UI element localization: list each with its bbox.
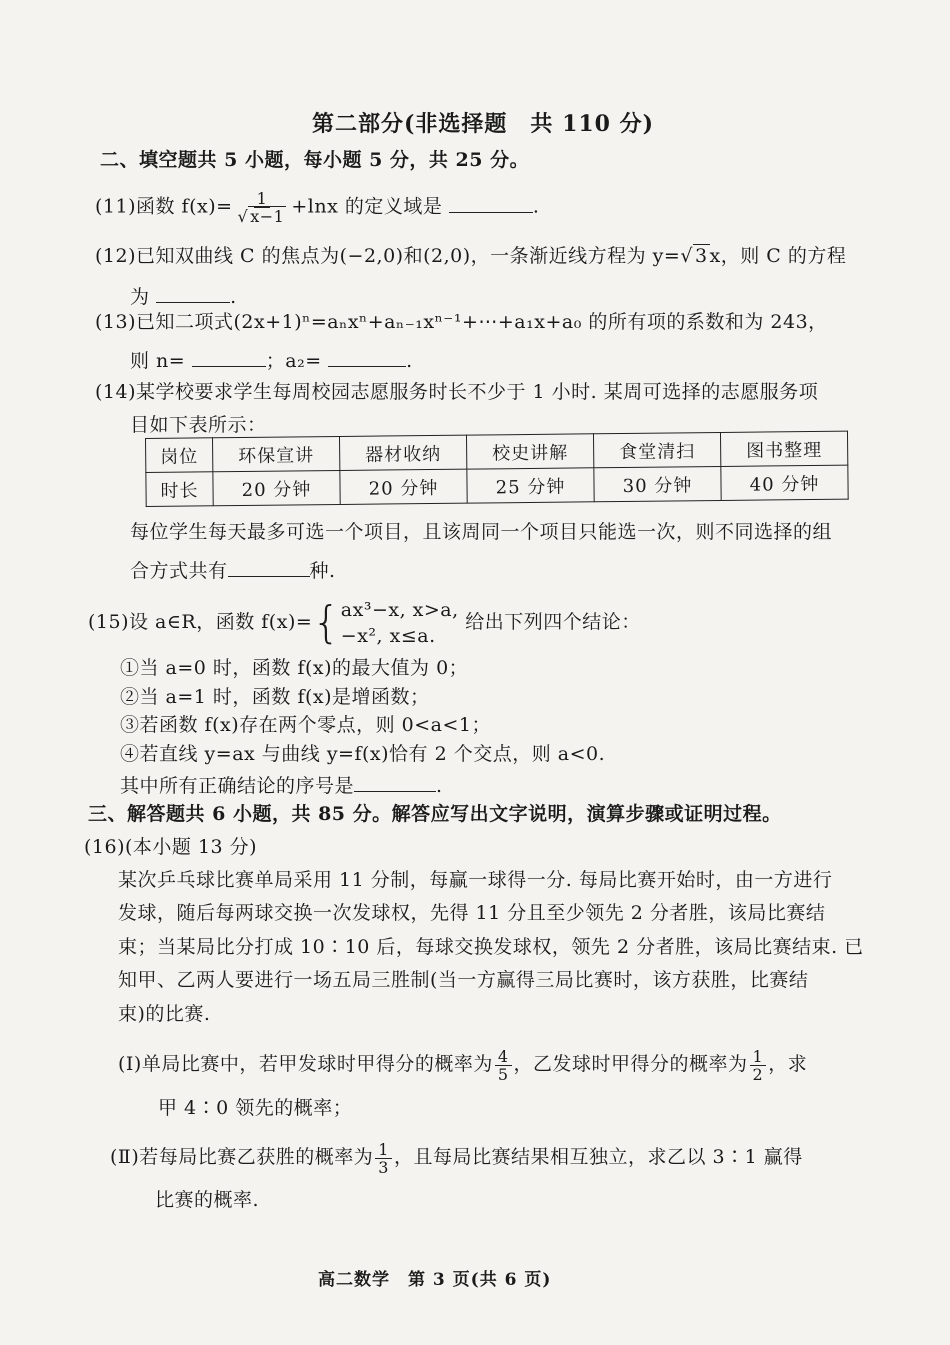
table-row-header: 岗位: [146, 438, 213, 473]
table-cell: 校史讲解: [466, 434, 593, 469]
table-cell: 器材收纳: [339, 435, 466, 470]
piecewise-case-2: −x², x≤a.: [340, 625, 436, 647]
table-cell: 食堂清扫: [593, 432, 720, 467]
part-title: 第二部分(非选择题 共 110 分): [312, 111, 655, 137]
question-14-line3: 每位学生每天最多可选一个项目，且该周同一个项目只能选一次，则不同选择的组: [130, 521, 833, 543]
q16-para-line: 某次乒乓球比赛单局采用 11 分制，每赢一球得一分. 每局比赛开始时，由一方进行: [118, 869, 833, 891]
q15-answer-blank[interactable]: [354, 773, 436, 792]
q14-answer-blank[interactable]: [228, 558, 310, 577]
q11-fraction: $\frac{1}{√ x-1}$: [237, 189, 285, 226]
q16-part-1-line2: 甲 4∶0 领先的概率；: [158, 1097, 353, 1119]
q16-para-line: 束)的比赛.: [118, 1003, 211, 1025]
q16-part-2-line2: 比赛的概率.: [155, 1189, 260, 1211]
piecewise-brace: {: [312, 597, 341, 648]
q16-part-2: (Ⅱ)若每局比赛乙获胜的概率为 $\frac{1}{3}$ ，且每局比赛结果相互独立，求乙以 3∶1 赢得: [110, 1139, 803, 1177]
q15-statement-2: ②当 a=1 时，函数 f(x)是增函数；: [120, 686, 430, 708]
table-cell: 环保宣讲: [213, 436, 340, 471]
question-16-head: (16)(本小题 13 分): [84, 836, 258, 858]
q12-answer-blank[interactable]: [156, 284, 230, 303]
piecewise-cases: [341, 597, 459, 649]
table-row-header: 时长: [146, 472, 213, 507]
question-11: (11)函数 f(x)= $\frac{1}{√ x-1}$ +lnx 的定义域是 .: [95, 189, 540, 226]
q16-para-line: 发球，随后每两球交换一次发球权，先得 11 分且至少领先 2 分者胜，该局比赛结: [118, 902, 826, 924]
table-cell: 20 分钟: [340, 469, 467, 504]
q11-frac-den: x−1: [250, 207, 285, 226]
question-12-line2: 为 .: [130, 286, 237, 308]
table-row: [146, 465, 848, 506]
table-cell: 图书整理: [720, 431, 847, 466]
q15-statement-4: ④若直线 y=ax 与曲线 y=f(x)恰有 2 个交点，则 a<0.: [120, 743, 606, 765]
q11-suffix: +lnx 的定义域是: [291, 195, 443, 218]
question-15-stem: (15)设 a∈R，函数 f(x)={ ax³−x, x>a, −x², x≤a. 给出下列四个结论：: [88, 597, 641, 648]
q13-a2-blank[interactable]: [328, 348, 406, 367]
q15-statement-1: ①当 a=0 时，函数 f(x)的最大值为 0；: [120, 657, 469, 679]
q16-part-1: (Ⅰ)单局比赛中，若甲发球时甲得分的概率为 $\frac{4}{5}$ ，乙发球时甲得分的概率为 $\frac{1}{2}$ ，求: [118, 1046, 808, 1084]
section3-title: 三、解答题共 6 小题，共 85 分。解答应写出文字说明，演算步骤或证明过程。: [88, 803, 782, 825]
q15-statement-3: ③若函数 f(x)存在两个零点，则 0<a<1；: [120, 714, 491, 736]
q11-prefix: (11)函数 f(x)=: [95, 195, 233, 218]
table-cell: 30 分钟: [594, 466, 721, 501]
question-14-line2: 目如下表所示：: [130, 414, 267, 436]
q11-answer-blank[interactable]: [449, 194, 533, 213]
q13-n-blank[interactable]: [192, 348, 266, 367]
table-cell: 40 分钟: [721, 465, 848, 500]
piecewise-case-1: ax³−x, x>a,: [340, 599, 459, 621]
q12-sqrt: 3: [694, 245, 708, 267]
question-13-line2: 则 n= ；a₂= .: [130, 350, 413, 372]
q11-frac-num: 1: [254, 190, 271, 208]
q15-conclusion: 其中所有正确结论的序号是 .: [120, 775, 443, 797]
section2-title: 二、填空题共 5 小题，每小题 5 分，共 25 分。: [100, 149, 530, 171]
question-13-line1: (13)已知二项式(2x+1)ⁿ=aₙxⁿ+aₙ₋₁xⁿ⁻¹+⋯+a₁x+a₀ 的所有项的系数和为 243，: [95, 311, 828, 333]
table-cell: 20 分钟: [213, 470, 340, 505]
question-14-line1: (14)某学校要求学生每周校园志愿服务时长不少于 1 小时. 某周可选择的志愿服务项: [95, 381, 819, 403]
q16-para-line: 知甲、乙两人要进行一场五局三胜制(当一方赢得三局比赛时，该方获胜，比赛结: [118, 969, 809, 991]
table-cell: 25 分钟: [467, 468, 594, 503]
volunteer-table: [145, 431, 849, 507]
question-14-line4: 合方式共有 种.: [130, 560, 336, 582]
q16-para-line: 束；当某局比分打成 10∶10 后，每球交换发球权，领先 2 分者胜，该局比赛结束. 已: [118, 936, 864, 958]
question-12-line1: (12)已知双曲线 C 的焦点为(−2,0)和(2,0)，一条渐近线方程为 y=√ 3 x，则 C 的方程: [95, 245, 847, 267]
page-footer: 高二数学 第 3 页(共 6 页): [318, 1270, 552, 1290]
